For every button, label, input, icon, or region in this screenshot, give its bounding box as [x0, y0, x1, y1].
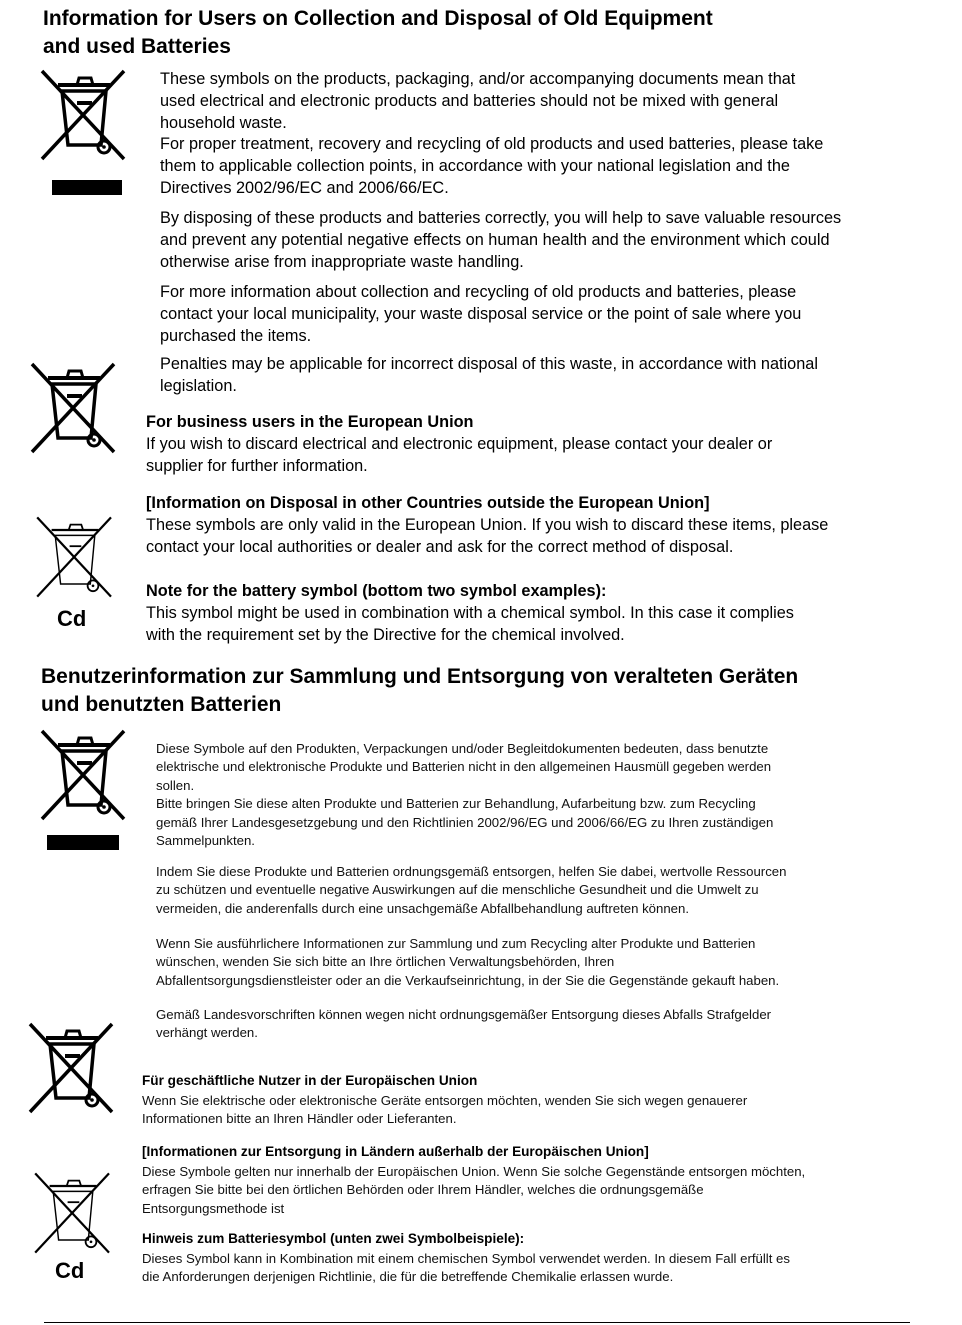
english-paragraph-penalties: Penalties may be applicable for incorrect disposal of this waste, in accordance with national legislation. [160, 355, 818, 395]
cd-bin-icon [28, 1168, 118, 1258]
english-battery-text: This symbol might be used in combination with a chemical symbol. In this case it complies with the requirement set by the Directive for the chemical involved. [146, 604, 794, 644]
english-paragraph-symbols: These symbols on the products, packaging, and/or accompanying documents mean that used electrical and electronic products and batteries should not be mixed with general household waste. For proper treatment, recovery and recycling of old products and used batteries, please take them to applicable collection points, in accordance with your national legislation and the Directives 2002/96/EC and 2006/66/EC. [160, 70, 824, 197]
weee-bin-icon [34, 67, 134, 163]
cd-bin-icon [30, 512, 120, 602]
german-paragraph-disposing: Indem Sie diese Produkte und Batterien ordnungsgemäß entsorgen, helfen Sie dabei, wertvolle Ressourcen zu schützen und eventuelle negative Auswirkungen auf die menschliche Gesundheit und die Umwelt zu vermeiden, die anderenfalls durch eine unsachgemäße Abfallbehandlung auftreten können. [156, 864, 787, 916]
english-paragraph-disposing: By disposing of these products and batteries correctly, you will help to save valuable resources and prevent any potential negative effects on human health and the environment which could otherwise arise from inappropriate waste handling. [160, 209, 842, 271]
english-paragraph-more-info: For more information about collection and recycling of old products and batteries, please contact your local municipality, your waste disposal service or the point of sale where you purchased the items. [160, 283, 802, 345]
english-title: Information for Users on Collection and Disposal of Old Equipment and used Batteries [43, 7, 713, 58]
german-paragraph-more-info: Wenn Sie ausführlichere Informationen zur Sammlung und zum Recycling alter Produkte und Batterien wünschen, wenden Sie sich bitte an Ihre örtlichen Verwaltungsbehörden, Ihren Abfallentsorgungsdienstleister oder an die Verkaufseinrichtung, in der Sie die Gegenstände gekauft haben. [156, 936, 780, 988]
german-title: Benutzerinformation zur Sammlung und Entsorgung von veralteten Geräten und benutzten Batterien [41, 665, 799, 716]
bottom-divider [44, 1322, 910, 1323]
english-outside-eu-text: These symbols are only valid in the European Union. If you wish to discard these items, please contact your local authorities or dealer and ask for the correct method of disposal. [146, 516, 829, 556]
english-business-heading: For business users in the European Union [146, 413, 474, 431]
german-outside-eu-text: Diese Symbole gelten nur innerhalb der Europäischen Union. Wenn Sie solche Gegenstände entsorgen möchten, erfragen Sie bitte bei den örtlichen Behörden oder Ihrem Händler, welches die ordnungsgemäße Entsorgungsmethode ist [142, 1164, 806, 1216]
cd-chemical-label: Cd [55, 1258, 85, 1283]
battery-bin-icon [24, 360, 124, 456]
battery-bin-icon [22, 1018, 122, 1118]
german-battery-text: Dieses Symbol kann in Kombination mit einem chemischen Symbol verwendet werden. In diesem Fall erfüllt es die Anforderungen derjenigen Richtlinie, die für die betreffende Chemikalie erlassen wurde. [142, 1251, 790, 1285]
english-business-text: If you wish to discard electrical and electronic equipment, please contact your dealer or supplier for further information. [146, 435, 773, 475]
english-battery-heading: Note for the battery symbol (bottom two symbol examples): [146, 582, 607, 600]
german-paragraph-penalties: Gemäß Landesvorschriften können wegen nicht ordnungsgemäßer Entsorgung dieses Abfalls Strafgelder verhängt werden. [156, 1007, 772, 1041]
german-business-text: Wenn Sie elektrische oder elektronische Geräte entsorgen möchten, wenden Sie sich wegen genauerer Informationen bitte an Ihren Händler oder Lieferanten. [142, 1093, 748, 1127]
german-business-heading: Für geschäftliche Nutzer in der Europäischen Union [142, 1073, 478, 1088]
cd-chemical-label: Cd [57, 606, 87, 631]
solid-bar-icon [47, 835, 119, 850]
german-battery-heading: Hinweis zum Batteriesymbol (unten zwei Symbolbeispiele): [142, 1231, 525, 1246]
german-paragraph-symbols: Diese Symbole auf den Produkten, Verpackungen und/oder Begleitdokumenten bedeuten, dass benutzte elektrische und elektronische Produkte und Batterien nicht in den allgemeinen Hausmüll gegeben werden sollen. Bitte bringen Sie diese alten Produkte und Batterien zur Behandlung, Aufarbeitung bzw. zum Recycling gemäß Ihrer Landesgesetzgebung und den Richtlinien 2002/96/EG und 2006/66/EG zu Ihren zuständigen Sammelpunkten. [156, 741, 774, 849]
solid-bar-icon [52, 180, 122, 195]
english-outside-eu-heading: [Information on Disposal in other Countries outside the European Union] [146, 494, 710, 512]
german-outside-eu-heading: [Informationen zur Entsorgung in Ländern außerhalb der Europäischen Union] [142, 1144, 649, 1159]
weee-bin-icon [34, 727, 134, 823]
